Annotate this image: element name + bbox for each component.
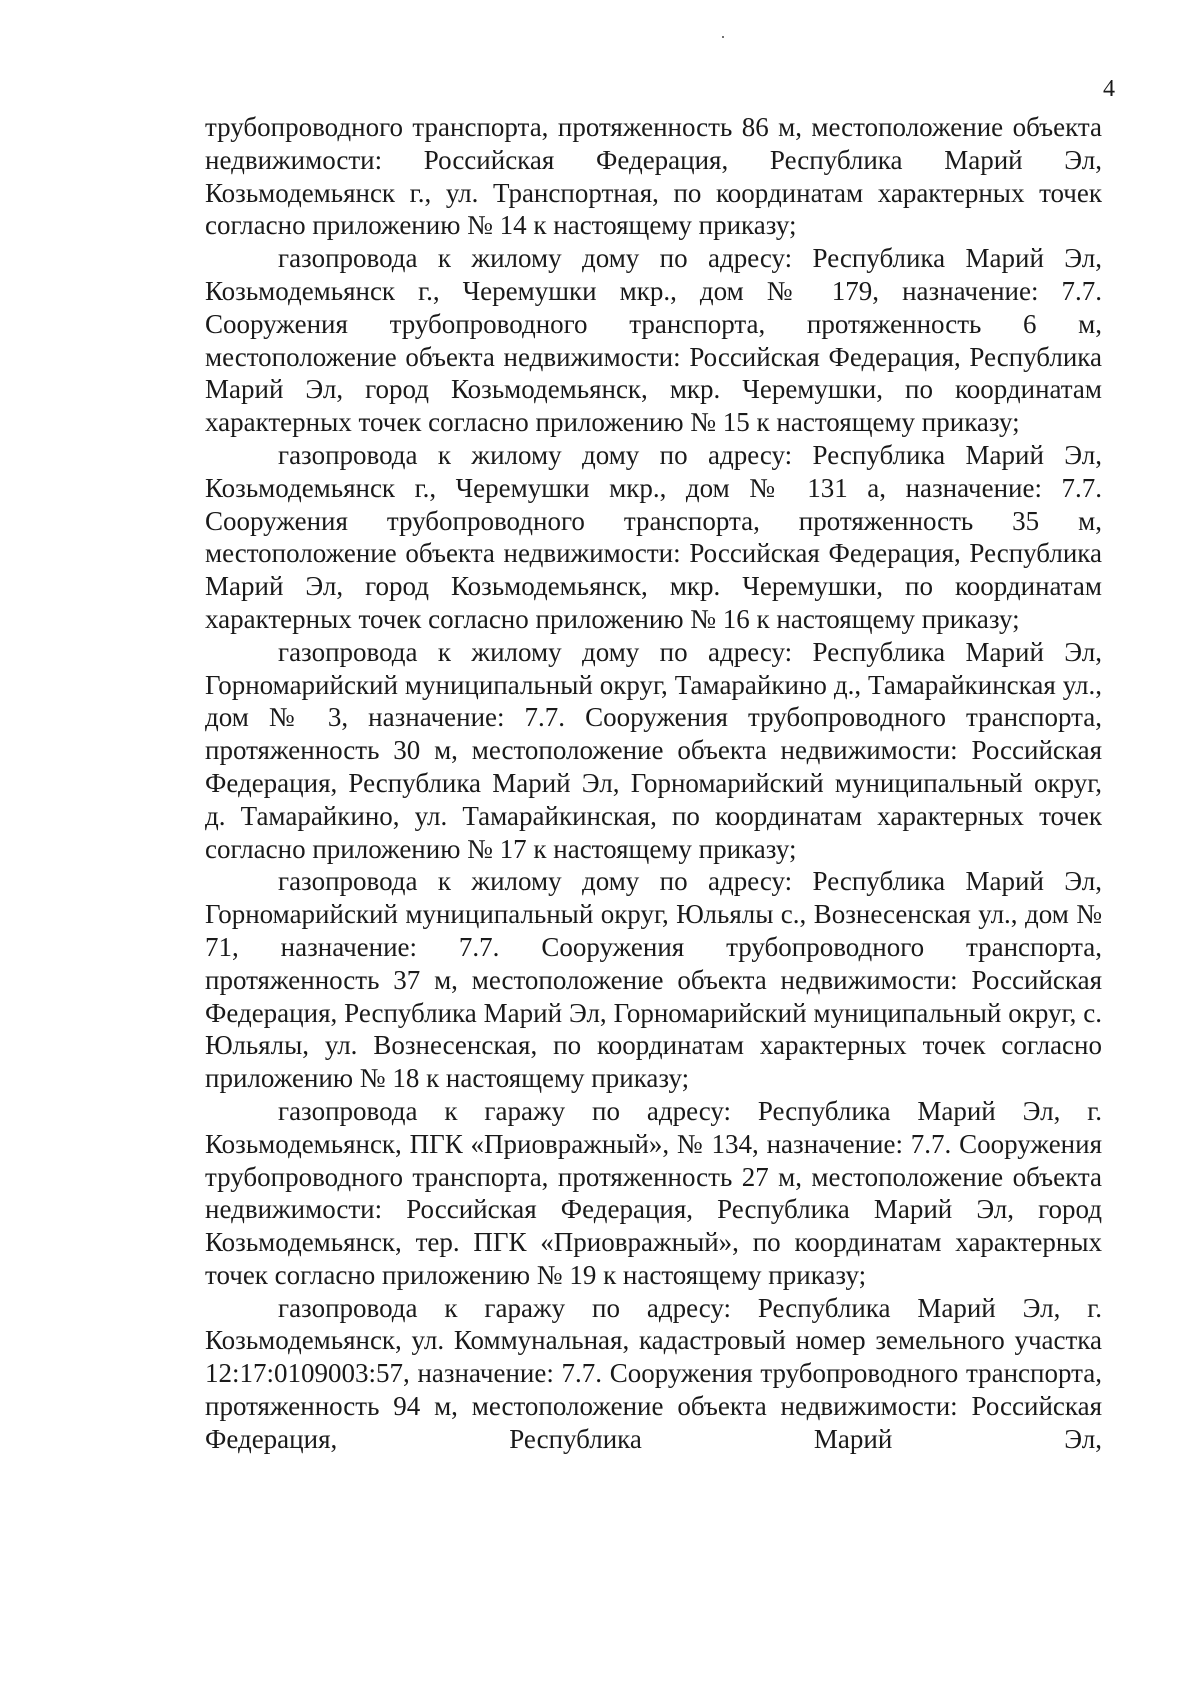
- page-number: 4: [1103, 76, 1115, 102]
- paragraph-gas-pipeline-cheremushki-179: газопровода к жилому дому по адресу: Республика Марий Эл, Козьмодемьянск г., Черемушки мкр., дом № 179, назначение: 7.7. Сооружения трубопроводного транспорта, протяженность 6 м, местоположение объекта недвижимости: Российская Федерация, Республика Марий Эл, город Козьмодемьянск, мкр. Черемушки, по координатам характерных точек согласно приложению № 15 к настоящему приказу;: [205, 243, 1102, 438]
- scan-speck: [722, 36, 724, 38]
- paragraph-gas-pipeline-cheremushki-131a: газопровода к жилому дому по адресу: Республика Марий Эл, Козьмодемьянск г., Черемушки мкр., дом № 131 а, назначение: 7.7. Сооружения трубопроводного транспорта, протяженность 35 м, местоположение объекта недвижимости: Российская Федерация, Республика Марий Эл, город Козьмодемьянск, мкр. Черемушки, по координатам характерных точек согласно приложению № 16 к настоящему приказу;: [205, 439, 1102, 634]
- paragraph-gas-pipeline-garage-kommunalnaya: газопровода к гаражу по адресу: Республика Марий Эл, г. Козьмодемьянск, ул. Коммунальная, кадастровый номер земельного участка 12:17:0109003:57, назначение: 7.7. Сооружения трубопроводного транспорта, протяженность 94 м, местоположение объекта недвижимости: Российская Федерация, Республика Марий Эл,: [205, 1292, 1102, 1454]
- paragraph-gas-pipeline-yulyaly: газопровода к жилому дому по адресу: Республика Марий Эл, Горномарийский муниципальный округ, Юльялы с., Вознесенская ул., дом № 71, назначение: 7.7. Сооружения трубопроводного транспорта, протяженность 37 м, местоположение объекта недвижимости: Российская Федерация, Республика Марий Эл, Горномарийский муниципальный округ, с. Юльялы, ул. Вознесенская, по координатам характерных точек согласно приложению № 18 к настоящему приказу;: [205, 866, 1102, 1094]
- paragraph-gas-pipeline-tamaraykino: газопровода к жилому дому по адресу: Республика Марий Эл, Горномарийский муниципальный округ, Тамарайкино д., Тамарайкинская ул., дом № 3, назначение: 7.7. Сооружения трубопроводного транспорта, протяженность 30 м, местоположение объекта недвижимости: Российская Федерация, Республика Марий Эл, Горномарийский муниципальный округ, д. Тамарайкино, ул. Тамарайкинская, по координатам характерных точек согласно приложению № 17 к настоящему приказу;: [205, 636, 1102, 864]
- paragraph-gas-pipeline-garage-134: газопровода к гаражу по адресу: Республика Марий Эл, г. Козьмодемьянск, ПГК «Приовражный», № 134, назначение: 7.7. Сооружения трубопроводного транспорта, протяженность 27 м, местоположение объекта недвижимости: Российская Федерация, Республика Марий Эл, город Козьмодемьянск, тер. ПГК «Приовражный», по координатам характерных точек согласно приложению № 19 к настоящему приказу;: [205, 1095, 1102, 1290]
- paragraph-continuation: трубопроводного транспорта, протяженность 86 м, местоположение объекта недвижимости: Российская Федерация, Республика Марий Эл, Козьмодемьянск г., ул. Транспортная, по координатам характерных точек согласно приложению № 14 к настоящему приказу;: [205, 112, 1102, 241]
- document-body: [205, 111, 1102, 1456]
